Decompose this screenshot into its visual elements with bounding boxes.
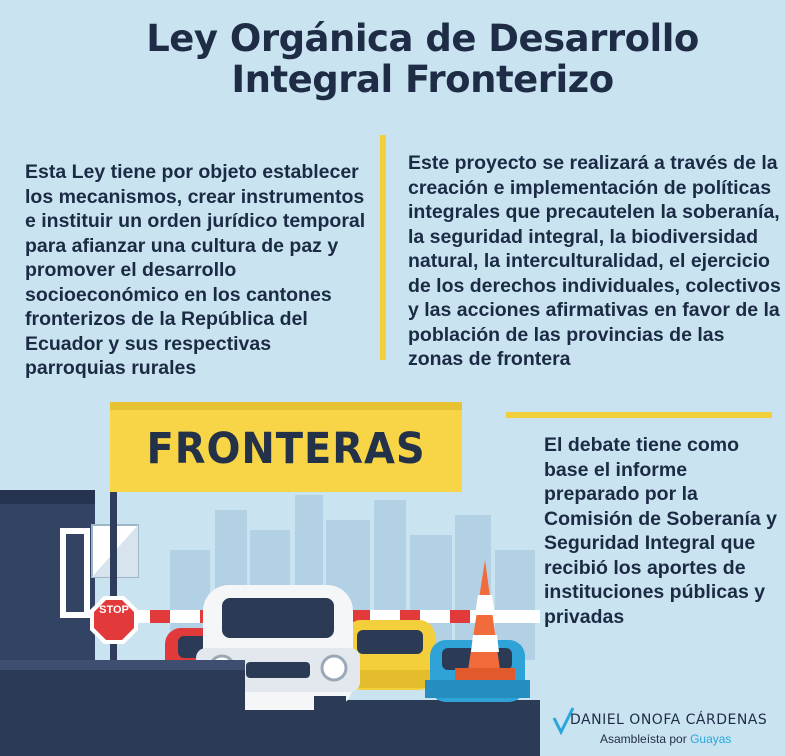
author-role: Asambleísta por bbox=[600, 732, 687, 746]
booth-counter bbox=[0, 668, 245, 756]
debate-paragraph: El debate tiene como base el informe preparado por la Comisión de Soberanía y Seguridad Integral que recibió los aportes de instituciones públicas y privadas bbox=[544, 434, 777, 628]
title-line-1: Ley Orgánica de Desarrollo bbox=[146, 17, 699, 60]
fronteras-sign-label: FRONTERAS bbox=[146, 424, 426, 474]
author-region: Guayas bbox=[690, 732, 732, 746]
yellow-horizontal-divider bbox=[506, 412, 772, 418]
page-title bbox=[0, 18, 785, 100]
title-line-2: Integral Fronterizo bbox=[231, 58, 614, 101]
author-name: DANIEL ONOFA CÁRDENAS bbox=[570, 712, 768, 728]
stop-sign-label: STOP bbox=[99, 604, 129, 616]
objective-paragraph: Esta Ley tiene por objeto establecer los mecanismos, crear instrumentos e instituir un orden jurídico temporal para afianzar una cultura de paz y promover el desarrollo socioeconómico en los cantones fronterizos de la República del Ecuador y sus respectivas parroquias rurales bbox=[25, 161, 366, 379]
implementation-paragraph: Este proyecto se realizará a través de la creación e implementación de políticas integrales que precautelen la soberanía, la seguridad integral, la biodiversidad natural, la interculturalidad, el ejercicio de los derechos individuales, colectivos y las acciones afirmativas en favor de la población de las provincias de las zonas de frontera bbox=[408, 152, 781, 370]
yellow-vertical-divider bbox=[380, 135, 386, 360]
author-subtitle bbox=[600, 732, 731, 746]
